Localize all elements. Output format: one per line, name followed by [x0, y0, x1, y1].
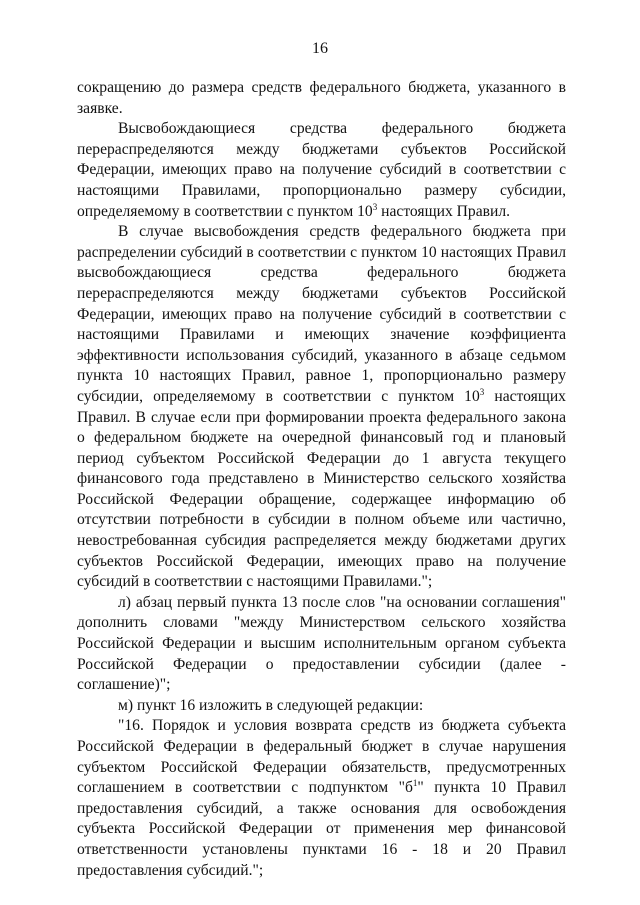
text-run: настоящих Правил. — [377, 202, 511, 220]
paragraph — [77, 78, 566, 119]
text-run: " пункта 10 Правил предоставления субсидий, а также основания для освобождения субъекта Российской Федерации от применения мер финансовой ответственности установлены пунктами 16 - 18 и 20 Правил предоставления субсидий."; — [77, 779, 566, 879]
text-run: л) абзац первый пункта 13 после слов "на основании соглашения" дополнить словами "между Министерством сельского хозяйства Российской Федерации и высшим исполнительным органом субъекта Российской Федерации о предоставлении субсидии (далее - соглашение)"; — [77, 593, 566, 694]
text-run: В случае высвобождения средств федерального бюджета при распределении субсидий в соответствии с пунктом 10 настоящих Правил высвобождающиеся средства федерального бюджета перераспределяются между бюджетами субъектов Российской Федерации, имеющих право на получение субсидий в соответствии с настоящими Правилами и имеющих значение коэффициента эффективности использования субсидий, указанного в абзаце седьмом пункта 10 настоящих Правил, равное 1, пропорционально размеру субсидии, определяемому в соответствии с пунктом 10 — [77, 223, 566, 405]
document-body — [77, 78, 566, 881]
text-run: Высвобождающиеся средства федерального бюджета перераспределяются между бюджетами субъектов Российской Федерации, имеющих право на получение субсидий в соответствии с настоящими Правилами, пропорционально размеру субсидии, определяемому в соответствии с пунктом 10 — [77, 120, 566, 220]
paragraph — [77, 222, 566, 593]
superscript: 3 — [479, 386, 485, 397]
page-number: 16 — [312, 40, 328, 57]
text-run: м) пункт 16 изложить в следующей редакции: — [118, 696, 424, 714]
superscript: 1 — [412, 778, 418, 789]
paragraph — [77, 716, 566, 881]
paragraph — [77, 119, 566, 222]
text-run: настоящих Правил. В случае если при формировании проекта федерального закона о федеральном бюджете на очередной финансовый год и плановый период субъектом Российской Федерации до 1 августа текущего финансового года представлено в Министерство сельского хозяйства Российской Федерации обращение, содержащее информацию об отсутствии потребности в субсидии в полном объеме или частично, невостребованная субсидия распределяется между бюджетами других субъектов Российской Федерации, имеющих право на получение субсидий в соответствии с настоящими Правилами."; — [77, 387, 566, 591]
superscript: 3 — [372, 201, 378, 212]
paragraph — [77, 593, 566, 696]
paragraph — [77, 696, 566, 717]
text-run: "16. Порядок и условия возврата средств из бюджета субъекта Российской Федерации в федеральный бюджет в случае нарушения субъектом Российской Федерации обязательств, предусмотренных соглашением в соответствии с подпунктом "б — [77, 717, 566, 797]
text-run: сокращению до размера средств федерального бюджета, указанного в заявке. — [77, 79, 566, 117]
